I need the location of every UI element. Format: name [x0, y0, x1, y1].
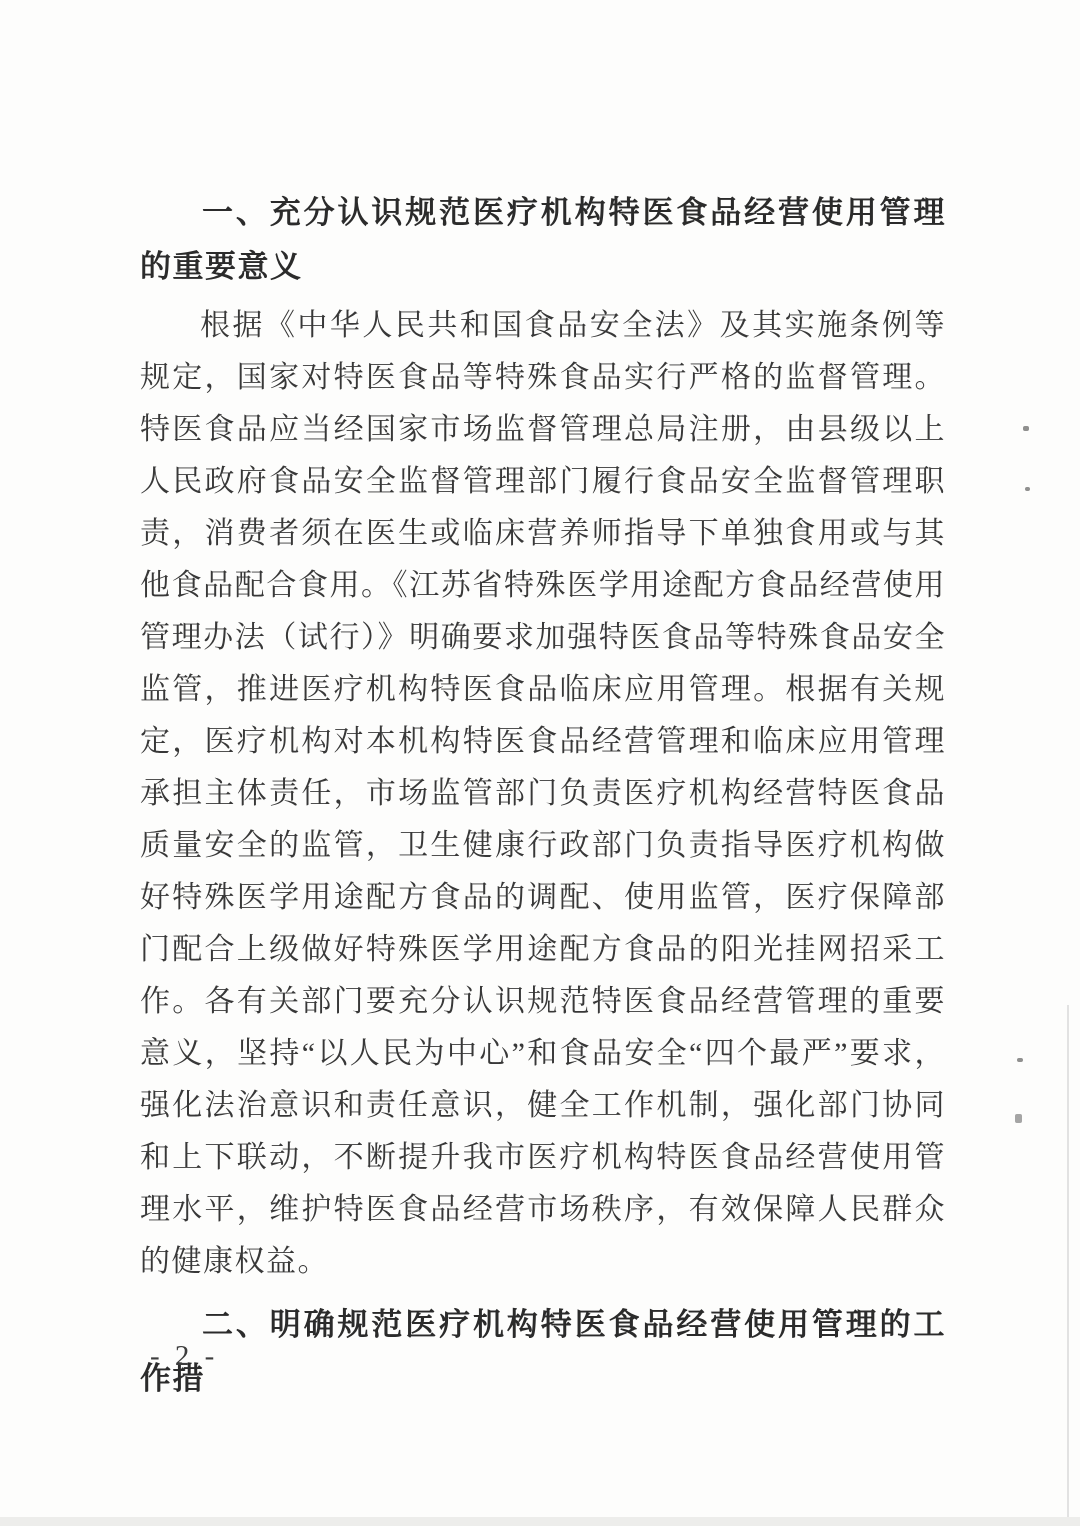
document-content: [140, 186, 946, 1406]
section-1-paragraph: 根据《中华人民共和国食品安全法》及其实施条例等规定，国家对特医食品等特殊食品实行严格的监督管理。特医食品应当经国家市场监督管理总局注册，由县级以上人民政府食品安全监督管理部门履行食品安全监督管理职责，消费者须在医生或临床营养师指导下单独食用或与其他食品配合食用。《江苏省特殊医学用途配方食品经营使用管理办法（试行）》明确要求加强特医食品等特殊食品安全监管，推进医疗机构特医食品临床应用管理。根据有关规定，医疗机构对本机构特医食品经营管理和临床应用管理承担主体责任，市场监管部门负责医疗机构经营特医食品质量安全的监管，卫生健康行政部门负责指导医疗机构做好特殊医学用途配方食品的调配、使用监管，医疗保障部门配合上级做好特殊医学用途配方食品的阳光挂网招采工作。各有关部门要充分认识规范特医食品经营管理的重要意义，坚持“以人民为中心”和食品安全“四个最严”要求，强化法治意识和责任意识，健全工作机制，强化部门协同和上下联动，不断提升我市医疗机构特医食品经营使用管理水平，维护特医食品经营市场秩序，有效保障人民群众的健康权益。: [140, 309, 946, 1278]
scan-edge-artifact: [1067, 1005, 1069, 1520]
page-number: - 2 -: [150, 1340, 219, 1372]
scan-speck: [1017, 1058, 1023, 1062]
scan-speck: [1023, 426, 1029, 431]
section-1-heading: 一、充分认识规范医疗机构特医食品经营使用管理的重要意义: [140, 195, 946, 284]
scan-edge-artifact: [0, 1517, 1080, 1526]
section-2-heading: 二、明确规范医疗机构特医食品经营使用管理的工作措: [140, 1307, 946, 1396]
scan-speck: [1025, 487, 1030, 491]
scan-speck: [1015, 1114, 1022, 1123]
